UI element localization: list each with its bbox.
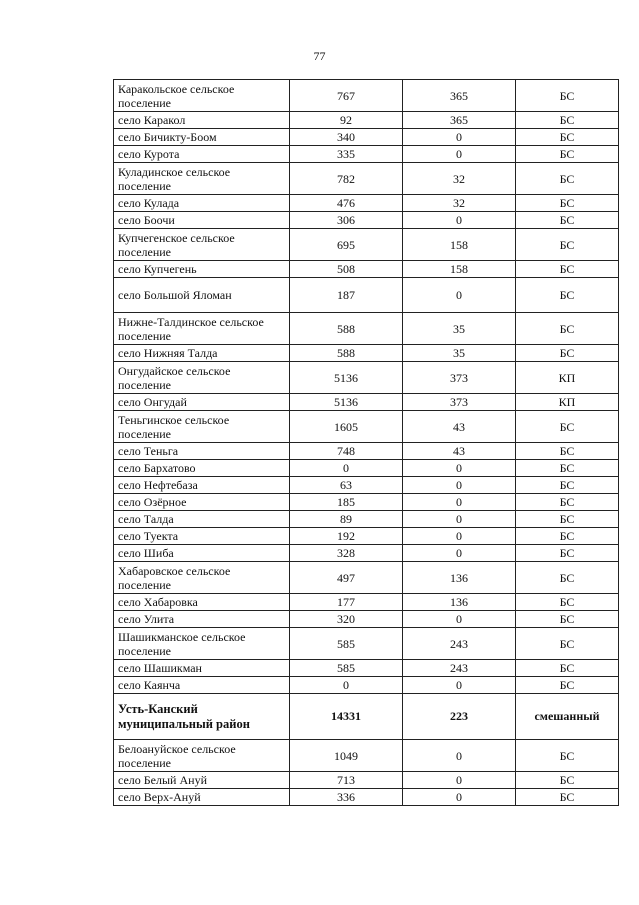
row-type-cell: БС xyxy=(516,261,619,278)
row-population-cell: 588 xyxy=(290,313,403,345)
row-population-cell: 5136 xyxy=(290,362,403,394)
row-distance-cell: 0 xyxy=(403,545,516,562)
row-population-cell: 63 xyxy=(290,477,403,494)
row-type-cell: КП xyxy=(516,394,619,411)
row-distance-cell: 32 xyxy=(403,195,516,212)
row-population-cell: 1049 xyxy=(290,740,403,772)
row-name-cell: Каракольское сельское поселение xyxy=(114,80,290,112)
table-row xyxy=(114,562,619,594)
row-distance-cell: 223 xyxy=(403,694,516,740)
row-distance-cell: 158 xyxy=(403,261,516,278)
row-population-cell: 5136 xyxy=(290,394,403,411)
table-row xyxy=(114,112,619,129)
row-name-cell: Онгудайское сельское поселение xyxy=(114,362,290,394)
row-name-cell: село Шашикман xyxy=(114,660,290,677)
row-distance-cell: 136 xyxy=(403,594,516,611)
row-type-cell: КП xyxy=(516,362,619,394)
row-name-cell: Хабаровское сельское поселение xyxy=(114,562,290,594)
table-row xyxy=(114,772,619,789)
table-row xyxy=(114,394,619,411)
row-type-cell: БС xyxy=(516,740,619,772)
row-distance-cell: 373 xyxy=(403,394,516,411)
table-row xyxy=(114,443,619,460)
settlements-table xyxy=(113,79,619,806)
table-row xyxy=(114,628,619,660)
row-type-cell: БС xyxy=(516,278,619,313)
table-row xyxy=(114,511,619,528)
row-distance-cell: 365 xyxy=(403,112,516,129)
table-row xyxy=(114,594,619,611)
table-row xyxy=(114,528,619,545)
row-distance-cell: 365 xyxy=(403,80,516,112)
row-distance-cell: 0 xyxy=(403,212,516,229)
row-type-cell: БС xyxy=(516,562,619,594)
row-distance-cell: 158 xyxy=(403,229,516,261)
row-type-cell: БС xyxy=(516,611,619,628)
row-type-cell: БС xyxy=(516,789,619,806)
table-row xyxy=(114,212,619,229)
row-distance-cell: 0 xyxy=(403,740,516,772)
row-name-cell: село Озёрное xyxy=(114,494,290,511)
row-population-cell: 508 xyxy=(290,261,403,278)
row-name-cell: село Бичикту-Боом xyxy=(114,129,290,146)
table-row xyxy=(114,313,619,345)
row-population-cell: 187 xyxy=(290,278,403,313)
row-name-cell: село Каянча xyxy=(114,677,290,694)
row-population-cell: 1605 xyxy=(290,411,403,443)
row-type-cell: БС xyxy=(516,594,619,611)
row-population-cell: 340 xyxy=(290,129,403,146)
row-name-cell: село Талда xyxy=(114,511,290,528)
table-row xyxy=(114,545,619,562)
table-row xyxy=(114,195,619,212)
table-row xyxy=(114,345,619,362)
table-body xyxy=(114,80,619,806)
row-type-cell: БС xyxy=(516,628,619,660)
row-name-cell: село Каракол xyxy=(114,112,290,129)
row-name-cell: село Туекта xyxy=(114,528,290,545)
table-row xyxy=(114,740,619,772)
table-row xyxy=(114,460,619,477)
row-distance-cell: 0 xyxy=(403,494,516,511)
row-population-cell: 185 xyxy=(290,494,403,511)
table-row xyxy=(114,477,619,494)
row-population-cell: 328 xyxy=(290,545,403,562)
row-type-cell: БС xyxy=(516,146,619,163)
row-population-cell: 588 xyxy=(290,345,403,362)
row-population-cell: 476 xyxy=(290,195,403,212)
row-type-cell: БС xyxy=(516,80,619,112)
table-row xyxy=(114,660,619,677)
row-population-cell: 14331 xyxy=(290,694,403,740)
row-distance-cell: 35 xyxy=(403,345,516,362)
row-population-cell: 0 xyxy=(290,460,403,477)
row-distance-cell: 0 xyxy=(403,146,516,163)
row-type-cell: БС xyxy=(516,163,619,195)
row-distance-cell: 0 xyxy=(403,129,516,146)
table-row xyxy=(114,229,619,261)
row-population-cell: 306 xyxy=(290,212,403,229)
table-row xyxy=(114,789,619,806)
row-name-cell: село Верх-Ануй xyxy=(114,789,290,806)
row-distance-cell: 0 xyxy=(403,789,516,806)
page-number: 77 xyxy=(313,49,326,63)
row-name-cell: село Нижняя Талда xyxy=(114,345,290,362)
table-row xyxy=(114,129,619,146)
row-population-cell: 335 xyxy=(290,146,403,163)
row-population-cell: 177 xyxy=(290,594,403,611)
row-population-cell: 585 xyxy=(290,628,403,660)
row-name-cell: село Хабаровка xyxy=(114,594,290,611)
row-distance-cell: 0 xyxy=(403,677,516,694)
row-type-cell: БС xyxy=(516,545,619,562)
row-type-cell: БС xyxy=(516,313,619,345)
row-name-cell: село Большой Яломан xyxy=(114,278,290,313)
row-distance-cell: 243 xyxy=(403,628,516,660)
row-population-cell: 92 xyxy=(290,112,403,129)
row-name-cell: село Улита xyxy=(114,611,290,628)
row-type-cell: БС xyxy=(516,494,619,511)
row-population-cell: 713 xyxy=(290,772,403,789)
row-name-cell: село Нефтебаза xyxy=(114,477,290,494)
table-row xyxy=(114,362,619,394)
row-name-cell: село Бархатово xyxy=(114,460,290,477)
row-type-cell: БС xyxy=(516,212,619,229)
row-name-cell: село Онгудай xyxy=(114,394,290,411)
row-population-cell: 89 xyxy=(290,511,403,528)
row-name-cell: село Кулада xyxy=(114,195,290,212)
row-type-cell: БС xyxy=(516,677,619,694)
row-distance-cell: 243 xyxy=(403,660,516,677)
row-distance-cell: 0 xyxy=(403,511,516,528)
table-row xyxy=(114,163,619,195)
table-row xyxy=(114,611,619,628)
row-distance-cell: 0 xyxy=(403,460,516,477)
table-row xyxy=(114,677,619,694)
row-name-cell: Белоануйское сельское поселение xyxy=(114,740,290,772)
row-distance-cell: 43 xyxy=(403,443,516,460)
row-distance-cell: 0 xyxy=(403,477,516,494)
row-name-cell: село Купчегень xyxy=(114,261,290,278)
row-population-cell: 320 xyxy=(290,611,403,628)
row-type-cell: БС xyxy=(516,229,619,261)
row-type-cell: БС xyxy=(516,460,619,477)
row-name-cell: Купчегенское сельское поселение xyxy=(114,229,290,261)
row-name-cell: село Шиба xyxy=(114,545,290,562)
row-type-cell: БС xyxy=(516,129,619,146)
row-population-cell: 695 xyxy=(290,229,403,261)
row-name-cell: Куладинское сельское поселение xyxy=(114,163,290,195)
table-row xyxy=(114,694,619,740)
row-distance-cell: 373 xyxy=(403,362,516,394)
row-distance-cell: 43 xyxy=(403,411,516,443)
row-distance-cell: 136 xyxy=(403,562,516,594)
table-row xyxy=(114,80,619,112)
row-population-cell: 782 xyxy=(290,163,403,195)
row-type-cell: БС xyxy=(516,112,619,129)
row-type-cell: смешанный xyxy=(516,694,619,740)
row-distance-cell: 35 xyxy=(403,313,516,345)
row-name-cell: Нижне-Талдинское сельское поселение xyxy=(114,313,290,345)
table-row xyxy=(114,411,619,443)
row-type-cell: БС xyxy=(516,411,619,443)
table-row xyxy=(114,261,619,278)
row-name-cell: село Боочи xyxy=(114,212,290,229)
row-name-cell: село Курота xyxy=(114,146,290,163)
row-distance-cell: 0 xyxy=(403,772,516,789)
table-row xyxy=(114,494,619,511)
row-population-cell: 767 xyxy=(290,80,403,112)
row-distance-cell: 0 xyxy=(403,611,516,628)
row-name-cell: село Белый Ануй xyxy=(114,772,290,789)
row-name-cell: Шашикманское сельское поселение xyxy=(114,628,290,660)
row-type-cell: БС xyxy=(516,528,619,545)
row-population-cell: 336 xyxy=(290,789,403,806)
row-population-cell: 0 xyxy=(290,677,403,694)
row-type-cell: БС xyxy=(516,477,619,494)
table-row xyxy=(114,146,619,163)
table-row xyxy=(114,278,619,313)
row-name-cell: Усть-Канский муниципальный район xyxy=(114,694,290,740)
row-distance-cell: 0 xyxy=(403,278,516,313)
row-distance-cell: 32 xyxy=(403,163,516,195)
row-population-cell: 192 xyxy=(290,528,403,545)
row-population-cell: 748 xyxy=(290,443,403,460)
row-type-cell: БС xyxy=(516,660,619,677)
row-population-cell: 585 xyxy=(290,660,403,677)
row-population-cell: 497 xyxy=(290,562,403,594)
row-type-cell: БС xyxy=(516,345,619,362)
row-type-cell: БС xyxy=(516,772,619,789)
row-type-cell: БС xyxy=(516,443,619,460)
row-name-cell: село Теньга xyxy=(114,443,290,460)
row-type-cell: БС xyxy=(516,511,619,528)
row-distance-cell: 0 xyxy=(403,528,516,545)
row-type-cell: БС xyxy=(516,195,619,212)
row-name-cell: Теньгинское сельское поселение xyxy=(114,411,290,443)
